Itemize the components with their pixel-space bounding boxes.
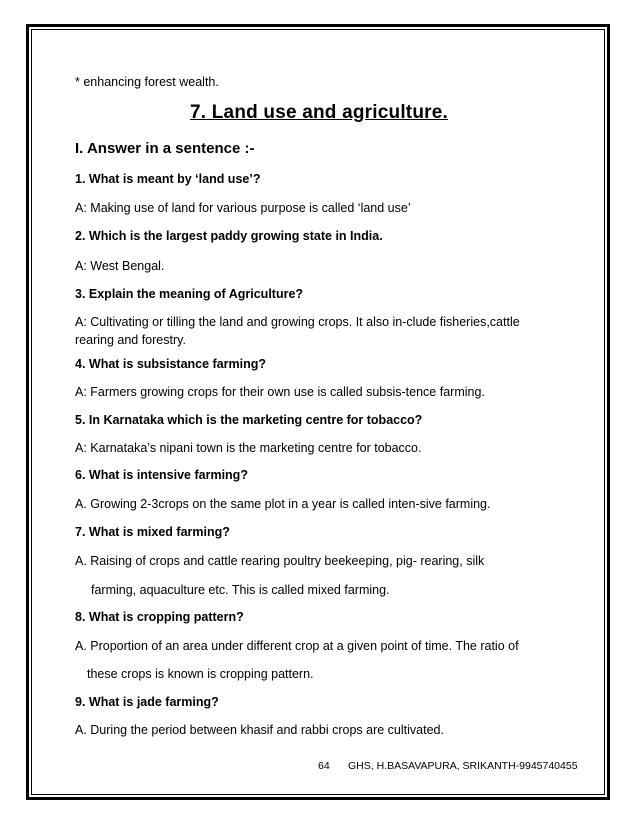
question-line: 4. What is subsistance farming?	[75, 357, 267, 371]
question-line: 5. In Karnataka which is the marketing centre for tobacco?	[75, 413, 423, 427]
answer-line: A: Farmers growing crops for their own use is called subsis-tence farming.	[75, 385, 485, 399]
question-line: 3. Explain the meaning of Agriculture?	[75, 287, 304, 301]
chapter-title: 7. Land use and agriculture.	[190, 102, 448, 123]
question-line: 8. What is cropping pattern?	[75, 610, 244, 624]
question-line: 7. What is mixed farming?	[75, 525, 230, 539]
question-line: 1. What is meant by ‘land use’?	[75, 172, 261, 186]
answer-line: A: Cultivating or tilling the land and growing crops. It also in-clude fisheries,cattle	[75, 315, 520, 329]
intro-text: * enhancing forest wealth.	[75, 75, 219, 89]
answer-line: A. Raising of crops and cattle rearing poultry beekeeping, pig- rearing, silk	[75, 554, 485, 568]
answer-line: A: West Bengal.	[75, 259, 165, 273]
page-number: 64	[318, 760, 330, 772]
answer-line: these crops is known is cropping pattern.	[87, 667, 314, 681]
question-line: 2. Which is the largest paddy growing state in India.	[75, 229, 383, 243]
question-line: 9. What is jade farming?	[75, 695, 219, 709]
question-line: 6. What is intensive farming?	[75, 468, 248, 482]
answer-line: A. Proportion of an area under different crop at a given point of time. The ratio of	[75, 639, 519, 653]
answer-line: A. Growing 2-3crops on the same plot in a year is called inten-sive farming.	[75, 497, 491, 511]
answer-line: rearing and forestry.	[75, 333, 186, 347]
section-heading: I. Answer in a sentence :-	[75, 140, 255, 157]
footer-credit: GHS, H.BASAVAPURA, SRIKANTH-9945740455	[348, 760, 578, 772]
answer-line: farming, aquaculture etc. This is called mixed farming.	[91, 583, 390, 597]
answer-line: A: Making use of land for various purpose is called ‘land use’	[75, 201, 411, 215]
answer-line: A. During the period between khasif and rabbi crops are cultivated.	[75, 723, 444, 737]
answer-line: A: Karnataka’s nipani town is the marketing centre for tobacco.	[75, 441, 422, 455]
